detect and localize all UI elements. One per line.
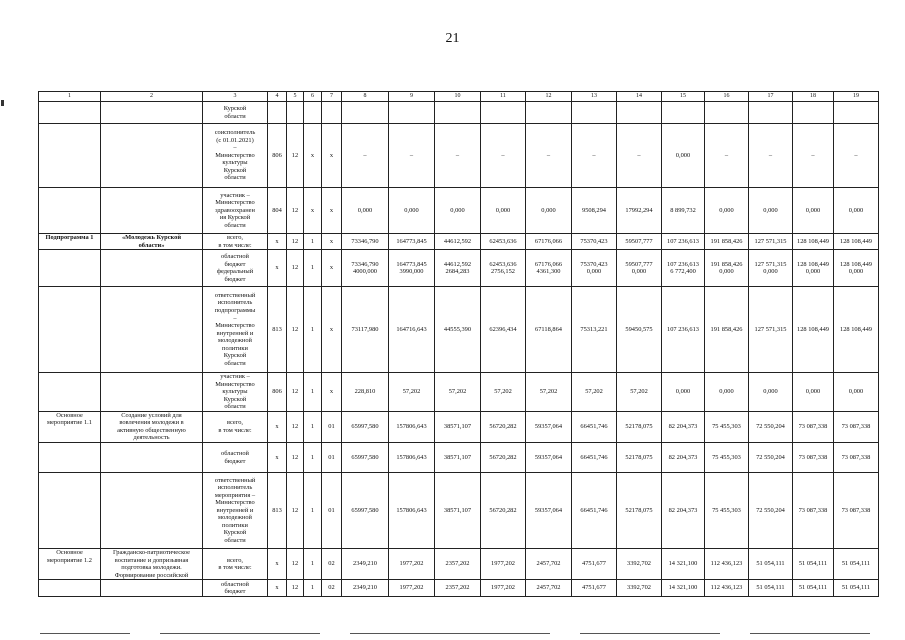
program-name-cell bbox=[39, 188, 101, 234]
funding-source-cell: соисполнитель (с 01.01.2021) – Министерство культуры Курской области bbox=[203, 124, 268, 188]
funding-source-cell: участник – Министерство культуры Курской области bbox=[203, 373, 268, 412]
column-header-18: 18 bbox=[793, 92, 834, 102]
amount-cell: 66451,746 bbox=[572, 473, 617, 549]
code-csr-cell: 01 bbox=[322, 443, 342, 473]
program-title-cell bbox=[101, 373, 203, 412]
amount-cell: 73 087,338 bbox=[793, 443, 834, 473]
amount-cell: 107 236,613 bbox=[662, 234, 705, 250]
code-csr-cell: х bbox=[322, 188, 342, 234]
amount-cell: 59507,777 0,000 bbox=[617, 250, 662, 287]
amount-cell: 0,000 bbox=[662, 373, 705, 412]
program-title-cell bbox=[101, 287, 203, 373]
table-row bbox=[39, 287, 879, 373]
amount-cell: 127 571,315 bbox=[749, 287, 793, 373]
code-pr-cell: 1 bbox=[304, 580, 322, 597]
program-name-cell: Основное мероприятие 1.1 bbox=[39, 411, 101, 442]
code-rz-cell bbox=[287, 102, 304, 124]
amount-cell: 73 087,338 bbox=[834, 473, 879, 549]
column-header-11: 11 bbox=[481, 92, 526, 102]
amount-cell: 1977,202 bbox=[481, 580, 526, 597]
column-header-10: 10 bbox=[435, 92, 481, 102]
amount-cell: 57,202 bbox=[526, 373, 572, 412]
amount-cell: 75370,423 bbox=[572, 234, 617, 250]
table-row bbox=[39, 549, 879, 580]
program-name-cell bbox=[39, 373, 101, 412]
amount-cell: 0,000 bbox=[749, 188, 793, 234]
amount-cell bbox=[481, 102, 526, 124]
funding-source-cell: областной бюджет bbox=[203, 580, 268, 597]
amount-cell: 75370,423 0,000 bbox=[572, 250, 617, 287]
amount-cell: 73346,790 bbox=[342, 234, 389, 250]
code-csr-cell: х bbox=[322, 250, 342, 287]
amount-cell: 127 571,315 0,000 bbox=[749, 250, 793, 287]
amount-cell: 59357,064 bbox=[526, 443, 572, 473]
amount-cell bbox=[662, 102, 705, 124]
amount-cell: 52178,075 bbox=[617, 473, 662, 549]
amount-cell: 14 321,100 bbox=[662, 580, 705, 597]
amount-cell: – bbox=[435, 124, 481, 188]
amount-cell: 82 204,373 bbox=[662, 443, 705, 473]
amount-cell: 51 054,111 bbox=[793, 580, 834, 597]
amount-cell: 65997,580 bbox=[342, 411, 389, 442]
code-rz-cell: 12 bbox=[287, 443, 304, 473]
column-header-17: 17 bbox=[749, 92, 793, 102]
amount-cell: 44612,592 2684,283 bbox=[435, 250, 481, 287]
funding-source-cell: всего, в том числе: bbox=[203, 549, 268, 580]
amount-cell: 164716,643 bbox=[389, 287, 435, 373]
code-pr-cell: х bbox=[304, 188, 322, 234]
program-title-cell bbox=[101, 124, 203, 188]
amount-cell: 51 054,111 bbox=[834, 580, 879, 597]
amount-cell: 1977,202 bbox=[389, 580, 435, 597]
amount-cell bbox=[793, 102, 834, 124]
code-grbs-cell: 804 bbox=[268, 188, 287, 234]
amount-cell bbox=[389, 102, 435, 124]
amount-cell: 62453,636 2756,152 bbox=[481, 250, 526, 287]
column-header-9: 9 bbox=[389, 92, 435, 102]
amount-cell bbox=[834, 102, 879, 124]
amount-cell: 65997,580 bbox=[342, 473, 389, 549]
amount-cell: 73346,790 4000,000 bbox=[342, 250, 389, 287]
amount-cell bbox=[705, 102, 749, 124]
amount-cell: 191 858,426 0,000 bbox=[705, 250, 749, 287]
amount-cell: 72 550,204 bbox=[749, 411, 793, 442]
amount-cell: 9508,294 bbox=[572, 188, 617, 234]
code-pr-cell: 1 bbox=[304, 250, 322, 287]
table-row bbox=[39, 102, 879, 124]
amount-cell: 4751,677 bbox=[572, 549, 617, 580]
amount-cell: 128 108,449 bbox=[834, 234, 879, 250]
amount-cell: 2349,210 bbox=[342, 549, 389, 580]
amount-cell: 164773,845 bbox=[389, 234, 435, 250]
column-header-7: 7 bbox=[322, 92, 342, 102]
code-pr-cell: 1 bbox=[304, 287, 322, 373]
amount-cell: 73 087,338 bbox=[793, 473, 834, 549]
amount-cell: 56720,282 bbox=[481, 443, 526, 473]
amount-cell: – bbox=[342, 124, 389, 188]
code-csr-cell: х bbox=[322, 124, 342, 188]
amount-cell bbox=[617, 102, 662, 124]
funding-source-cell: всего, в том числе: bbox=[203, 234, 268, 250]
amount-cell: – bbox=[749, 124, 793, 188]
margin-mark bbox=[1, 100, 4, 106]
amount-cell: 59450,575 bbox=[617, 287, 662, 373]
amount-cell: 107 236,613 bbox=[662, 287, 705, 373]
amount-cell bbox=[572, 102, 617, 124]
code-rz-cell: 12 bbox=[287, 287, 304, 373]
amount-cell: 56720,282 bbox=[481, 411, 526, 442]
program-name-cell bbox=[39, 443, 101, 473]
column-header-19: 19 bbox=[834, 92, 879, 102]
code-csr-cell: х bbox=[322, 373, 342, 412]
code-grbs-cell: 806 bbox=[268, 124, 287, 188]
amount-cell: 128 108,449 bbox=[793, 287, 834, 373]
amount-cell: 112 436,123 bbox=[705, 580, 749, 597]
funding-source-cell: ответственный исполнитель мероприятия – Министерство внутренней и молодежной политики Курской области bbox=[203, 473, 268, 549]
amount-cell: 2357,202 bbox=[435, 549, 481, 580]
amount-cell: 73 087,338 bbox=[834, 443, 879, 473]
table-row bbox=[39, 188, 879, 234]
amount-cell: 57,202 bbox=[435, 373, 481, 412]
amount-cell: 0,000 bbox=[834, 373, 879, 412]
code-pr-cell: 1 bbox=[304, 234, 322, 250]
column-header-8: 8 bbox=[342, 92, 389, 102]
amount-cell: 157806,643 bbox=[389, 443, 435, 473]
amount-cell: 191 858,426 bbox=[705, 234, 749, 250]
amount-cell: 44555,390 bbox=[435, 287, 481, 373]
code-csr-cell: 01 bbox=[322, 411, 342, 442]
code-grbs-cell: х bbox=[268, 234, 287, 250]
column-header-13: 13 bbox=[572, 92, 617, 102]
amount-cell: 59357,064 bbox=[526, 411, 572, 442]
amount-cell: 107 236,613 6 772,400 bbox=[662, 250, 705, 287]
amount-cell: 0,000 bbox=[526, 188, 572, 234]
amount-cell: 157806,643 bbox=[389, 473, 435, 549]
program-name-cell: Подпрограмма 1 bbox=[39, 234, 101, 250]
code-pr-cell bbox=[304, 102, 322, 124]
amount-cell: 164773,845 3990,000 bbox=[389, 250, 435, 287]
footer-rules bbox=[40, 633, 870, 635]
code-grbs-cell: х bbox=[268, 411, 287, 442]
amount-cell: – bbox=[481, 124, 526, 188]
amount-cell: 17992,294 bbox=[617, 188, 662, 234]
amount-cell bbox=[526, 102, 572, 124]
column-header-1: 1 bbox=[39, 92, 101, 102]
column-header-6: 6 bbox=[304, 92, 322, 102]
column-header-2: 2 bbox=[101, 92, 203, 102]
amount-cell: 73 087,338 bbox=[834, 411, 879, 442]
amount-cell: 2357,202 bbox=[435, 580, 481, 597]
code-rz-cell: 12 bbox=[287, 124, 304, 188]
amount-cell: 4751,677 bbox=[572, 580, 617, 597]
amount-cell: 3392,702 bbox=[617, 549, 662, 580]
program-title-cell bbox=[101, 443, 203, 473]
program-name-cell bbox=[39, 580, 101, 597]
amount-cell: 0,000 bbox=[749, 373, 793, 412]
code-csr-cell: 02 bbox=[322, 549, 342, 580]
table-row bbox=[39, 411, 879, 442]
amount-cell: 38571,107 bbox=[435, 411, 481, 442]
funding-source-cell: участник – Министерство здравоохранен ия Курской области bbox=[203, 188, 268, 234]
code-grbs-cell: 806 bbox=[268, 373, 287, 412]
column-header-15: 15 bbox=[662, 92, 705, 102]
program-title-cell: Гражданско-патриотическое воспитание и допризывная подготовка молодежи. Формирование российской bbox=[101, 549, 203, 580]
table-row bbox=[39, 250, 879, 287]
amount-cell bbox=[342, 102, 389, 124]
amount-cell: – bbox=[617, 124, 662, 188]
amount-cell: 0,000 bbox=[705, 188, 749, 234]
table-row bbox=[39, 580, 879, 597]
code-rz-cell: 12 bbox=[287, 411, 304, 442]
amount-cell: 67176,066 4361,300 bbox=[526, 250, 572, 287]
amount-cell: 0,000 bbox=[389, 188, 435, 234]
amount-cell: 67176,066 bbox=[526, 234, 572, 250]
amount-cell: 128 108,449 bbox=[793, 234, 834, 250]
code-csr-cell: 01 bbox=[322, 473, 342, 549]
amount-cell: 62453,636 bbox=[481, 234, 526, 250]
code-rz-cell: 12 bbox=[287, 580, 304, 597]
amount-cell: 59507,777 bbox=[617, 234, 662, 250]
code-pr-cell: 1 bbox=[304, 443, 322, 473]
program-name-cell bbox=[39, 287, 101, 373]
amount-cell: – bbox=[705, 124, 749, 188]
code-rz-cell: 12 bbox=[287, 250, 304, 287]
amount-cell: 44612,592 bbox=[435, 234, 481, 250]
column-header-3: 3 bbox=[203, 92, 268, 102]
program-title-cell bbox=[101, 188, 203, 234]
amount-cell: 0,000 bbox=[481, 188, 526, 234]
amount-cell: 1977,202 bbox=[481, 549, 526, 580]
amount-cell: 57,202 bbox=[572, 373, 617, 412]
header-row bbox=[39, 92, 879, 102]
amount-cell: – bbox=[834, 124, 879, 188]
amount-cell: 57,202 bbox=[389, 373, 435, 412]
amount-cell: 0,000 bbox=[435, 188, 481, 234]
amount-cell bbox=[749, 102, 793, 124]
amount-cell: 14 321,100 bbox=[662, 549, 705, 580]
amount-cell: 157806,643 bbox=[389, 411, 435, 442]
program-name-cell bbox=[39, 250, 101, 287]
program-name-cell bbox=[39, 102, 101, 124]
amount-cell: 2457,702 bbox=[526, 580, 572, 597]
code-pr-cell: х bbox=[304, 124, 322, 188]
amount-cell: 128 108,449 0,000 bbox=[793, 250, 834, 287]
amount-cell: 52178,075 bbox=[617, 411, 662, 442]
amount-cell: 38571,107 bbox=[435, 443, 481, 473]
amount-cell: – bbox=[389, 124, 435, 188]
amount-cell: 127 571,315 bbox=[749, 234, 793, 250]
amount-cell: 0,000 bbox=[705, 373, 749, 412]
amount-cell: 191 858,426 bbox=[705, 287, 749, 373]
amount-cell: 75 455,303 bbox=[705, 443, 749, 473]
table-row bbox=[39, 234, 879, 250]
amount-cell: 75313,221 bbox=[572, 287, 617, 373]
amount-cell: 38571,107 bbox=[435, 473, 481, 549]
funding-source-cell: областной бюджет федеральный бюджет bbox=[203, 250, 268, 287]
code-pr-cell: 1 bbox=[304, 473, 322, 549]
code-csr-cell: х bbox=[322, 287, 342, 373]
amount-cell: 52178,075 bbox=[617, 443, 662, 473]
amount-cell: 66451,746 bbox=[572, 443, 617, 473]
amount-cell: 72 550,204 bbox=[749, 473, 793, 549]
amount-cell: 62396,434 bbox=[481, 287, 526, 373]
code-rz-cell: 12 bbox=[287, 549, 304, 580]
column-header-4: 4 bbox=[268, 92, 287, 102]
funding-source-cell: областной бюджет bbox=[203, 443, 268, 473]
amount-cell: 128 108,449 bbox=[834, 287, 879, 373]
amount-cell: 73117,980 bbox=[342, 287, 389, 373]
program-title-cell bbox=[101, 580, 203, 597]
code-rz-cell: 12 bbox=[287, 473, 304, 549]
amount-cell: 51 054,111 bbox=[749, 549, 793, 580]
amount-cell: 75 455,303 bbox=[705, 473, 749, 549]
program-name-cell: Основное мероприятие 1.2 bbox=[39, 549, 101, 580]
table-row bbox=[39, 373, 879, 412]
program-title-cell: «Молодежь Курской области» bbox=[101, 234, 203, 250]
code-grbs-cell: х bbox=[268, 549, 287, 580]
amount-cell: 57,202 bbox=[617, 373, 662, 412]
amount-cell: 0,000 bbox=[793, 188, 834, 234]
table-row bbox=[39, 473, 879, 549]
amount-cell bbox=[435, 102, 481, 124]
amount-cell: 57,202 bbox=[481, 373, 526, 412]
code-rz-cell: 12 bbox=[287, 373, 304, 412]
amount-cell: 51 054,111 bbox=[793, 549, 834, 580]
amount-cell: 65997,580 bbox=[342, 443, 389, 473]
code-csr-cell bbox=[322, 102, 342, 124]
amount-cell: 82 204,373 bbox=[662, 473, 705, 549]
funding-source-cell: ответственный исполнитель подпрограммы – Министерство внутренней и молодежной политики Курской области bbox=[203, 287, 268, 373]
code-grbs-cell: 813 bbox=[268, 287, 287, 373]
amount-cell: 59357,064 bbox=[526, 473, 572, 549]
table-row bbox=[39, 124, 879, 188]
amount-cell: 0,000 bbox=[834, 188, 879, 234]
program-name-cell bbox=[39, 473, 101, 549]
code-grbs-cell: х bbox=[268, 250, 287, 287]
amount-cell: 2349,210 bbox=[342, 580, 389, 597]
code-grbs-cell bbox=[268, 102, 287, 124]
amount-cell: – bbox=[793, 124, 834, 188]
amount-cell: – bbox=[572, 124, 617, 188]
amount-cell: 51 054,111 bbox=[834, 549, 879, 580]
amount-cell: 3392,702 bbox=[617, 580, 662, 597]
column-header-12: 12 bbox=[526, 92, 572, 102]
code-pr-cell: 1 bbox=[304, 373, 322, 412]
budget-table bbox=[38, 91, 879, 597]
amount-cell: 0,000 bbox=[793, 373, 834, 412]
code-csr-cell: 02 bbox=[322, 580, 342, 597]
amount-cell: 51 054,111 bbox=[749, 580, 793, 597]
column-header-5: 5 bbox=[287, 92, 304, 102]
funding-source-cell: всего, в том числе: bbox=[203, 411, 268, 442]
code-csr-cell: х bbox=[322, 234, 342, 250]
code-grbs-cell: х bbox=[268, 443, 287, 473]
code-rz-cell: 12 bbox=[287, 188, 304, 234]
page-number: 21 bbox=[445, 31, 460, 46]
amount-cell: 0,000 bbox=[662, 124, 705, 188]
amount-cell: 8 899,732 bbox=[662, 188, 705, 234]
code-pr-cell: 1 bbox=[304, 549, 322, 580]
column-header-14: 14 bbox=[617, 92, 662, 102]
amount-cell: 67118,864 bbox=[526, 287, 572, 373]
amount-cell: – bbox=[526, 124, 572, 188]
program-title-cell bbox=[101, 102, 203, 124]
program-name-cell bbox=[39, 124, 101, 188]
amount-cell: 66451,746 bbox=[572, 411, 617, 442]
amount-cell: 1977,202 bbox=[389, 549, 435, 580]
program-title-cell bbox=[101, 250, 203, 287]
amount-cell: 75 455,303 bbox=[705, 411, 749, 442]
amount-cell: 112 436,123 bbox=[705, 549, 749, 580]
program-title-cell bbox=[101, 473, 203, 549]
amount-cell: 82 204,373 bbox=[662, 411, 705, 442]
program-title-cell: Создание условий для вовлечения молодежи в активную общественную деятельность bbox=[101, 411, 203, 442]
code-pr-cell: 1 bbox=[304, 411, 322, 442]
table-row bbox=[39, 443, 879, 473]
code-rz-cell: 12 bbox=[287, 234, 304, 250]
code-grbs-cell: 813 bbox=[268, 473, 287, 549]
column-header-16: 16 bbox=[705, 92, 749, 102]
funding-source-cell: Курской области bbox=[203, 102, 268, 124]
amount-cell: 2457,702 bbox=[526, 549, 572, 580]
amount-cell: 56720,282 bbox=[481, 473, 526, 549]
amount-cell: 228,810 bbox=[342, 373, 389, 412]
amount-cell: 73 087,338 bbox=[793, 411, 834, 442]
amount-cell: 72 550,204 bbox=[749, 443, 793, 473]
amount-cell: 0,000 bbox=[342, 188, 389, 234]
code-grbs-cell: х bbox=[268, 580, 287, 597]
amount-cell: 128 108,449 0,000 bbox=[834, 250, 879, 287]
